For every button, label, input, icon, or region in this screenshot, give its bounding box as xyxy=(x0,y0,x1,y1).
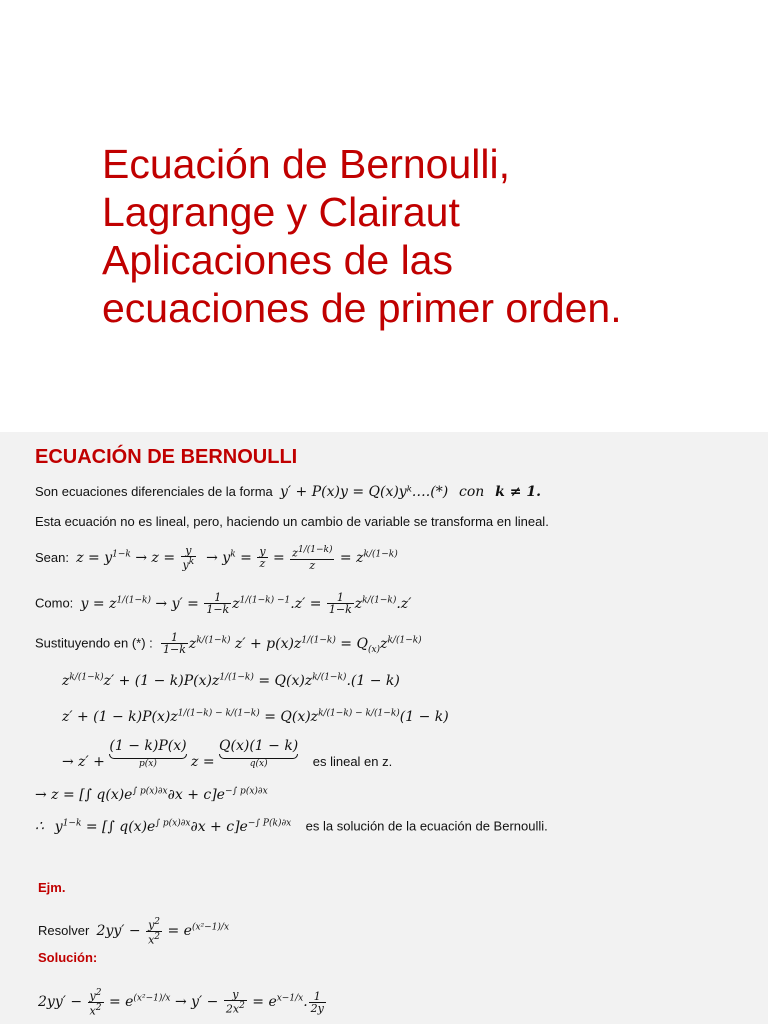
step-1: $z^{k/(1-k)}z' + (1 - k)P(x)z^{1/(1-k)} = Q(x)z^{k/(1-k)}.(1 - k)$ xyxy=(62,672,400,689)
step-3: → z′ + (1 − k)P(x) p(x) z = Q(x)(1 − k) q(x) es lineal en z. xyxy=(62,738,393,770)
resolver-label: Resolver xyxy=(38,923,90,939)
nonlinear-text: Esta ecuación no es lineal, pero, haciendo un cambio de variable se transforma en lineal. xyxy=(35,514,549,529)
section-heading: ECUACIÓN DE BERNOULLI xyxy=(35,446,298,468)
z-solution: → z = [∫ $q(x)e^{\int p(x)\partial x}\partial x + c]e^{-\int p(x)\partial x}$ xyxy=(35,786,268,803)
sustituyendo-line xyxy=(35,632,422,655)
general-solution-equation: $y^{1-k}$ = [∫ $q(x)e^{\int p(x)\partial x}\partial x + c]e^{-\int P(k)\partial x}$ xyxy=(54,818,292,835)
resolver-equation: 2yy′ − $\frac{y^2}{x^2}$ = $e^{(x^2-1)/x}$ xyxy=(96,917,230,947)
como-line xyxy=(35,592,411,615)
brace-p: (1 − k)P(x) p(x) xyxy=(109,738,187,769)
sustituyendo-equation: $\frac{1}{1-k}$ $z^{k/(1-k)}$ $z' + p(x)z^{1/(1-k)} = Q_{(x)}z^{k/(1-k)}$ xyxy=(163,631,422,656)
sean-line xyxy=(35,545,398,571)
title-line-2: Lagrange y Clairaut xyxy=(102,189,460,235)
step-2: $z' + (1 - k)P(x)z^{1/(1-k) - k/(1-k)} = Q(x)z^{k/(1-k) - k/(1-k)}(1 - k)$ xyxy=(62,708,449,725)
title-line-3: Aplicaciones de las xyxy=(102,237,453,283)
example-label: Ejm. xyxy=(38,880,66,895)
sean-label: Sean: xyxy=(35,549,69,565)
form-con: con xyxy=(459,484,485,500)
solution-text: es la solución de la ecuación de Bernoulli. xyxy=(305,818,548,834)
title-line-1: Ecuación de Bernoulli, xyxy=(102,141,510,187)
lineal-text: es lineal en z. xyxy=(312,754,393,769)
title-slide xyxy=(0,0,768,432)
therefore-symbol: ∴ xyxy=(35,818,44,835)
content-slide xyxy=(0,432,768,1024)
intro-text: Son ecuaciones diferenciales de la forma xyxy=(35,484,273,499)
sean-equation: $z = y^{1-k} \to z$ = $\frac{y}{y^k}$ → $y^k$ = $\frac{y}{z}$ = $\frac{z^{1/(1-k)}}{z}$ = $z^{k/(1-k)}$ xyxy=(76,544,398,572)
solucion-label: Solución: xyxy=(38,950,98,965)
slide-title xyxy=(102,140,742,332)
general-solution-line xyxy=(35,818,548,835)
intro-line xyxy=(35,484,541,500)
solution-step-1: 2yy′ − $\frac{y^2}{x^2}$ = $e^{(x^2-1)/x} \to y'$ − $\frac{y}{2x^2}$ = $e^{x-1/x}$. $\frac{1}{2y}$ xyxy=(38,988,324,1018)
resolver-line xyxy=(38,917,229,945)
sustituyendo-label: Sustituyendo en (*) : xyxy=(35,635,153,651)
como-label: Como: xyxy=(35,595,74,611)
bernoulli-form-equation: y′ + P(x)y = Q(x)yᵏ….(*) xyxy=(280,484,449,500)
form-condition: k ≠ 1. xyxy=(495,484,541,500)
como-equation: $y = z^{1/(1-k)} \to y'$ = $\frac{1}{1-k}$ $z^{1/(1-k) -1}.z'$ = $\frac{1}{1-k}$ $z^{k/(1-k)}.z'$ xyxy=(80,591,412,616)
title-line-4: ecuaciones de primer orden. xyxy=(102,285,622,331)
brace-q: Q(x)(1 − k) q(x) xyxy=(219,738,299,769)
